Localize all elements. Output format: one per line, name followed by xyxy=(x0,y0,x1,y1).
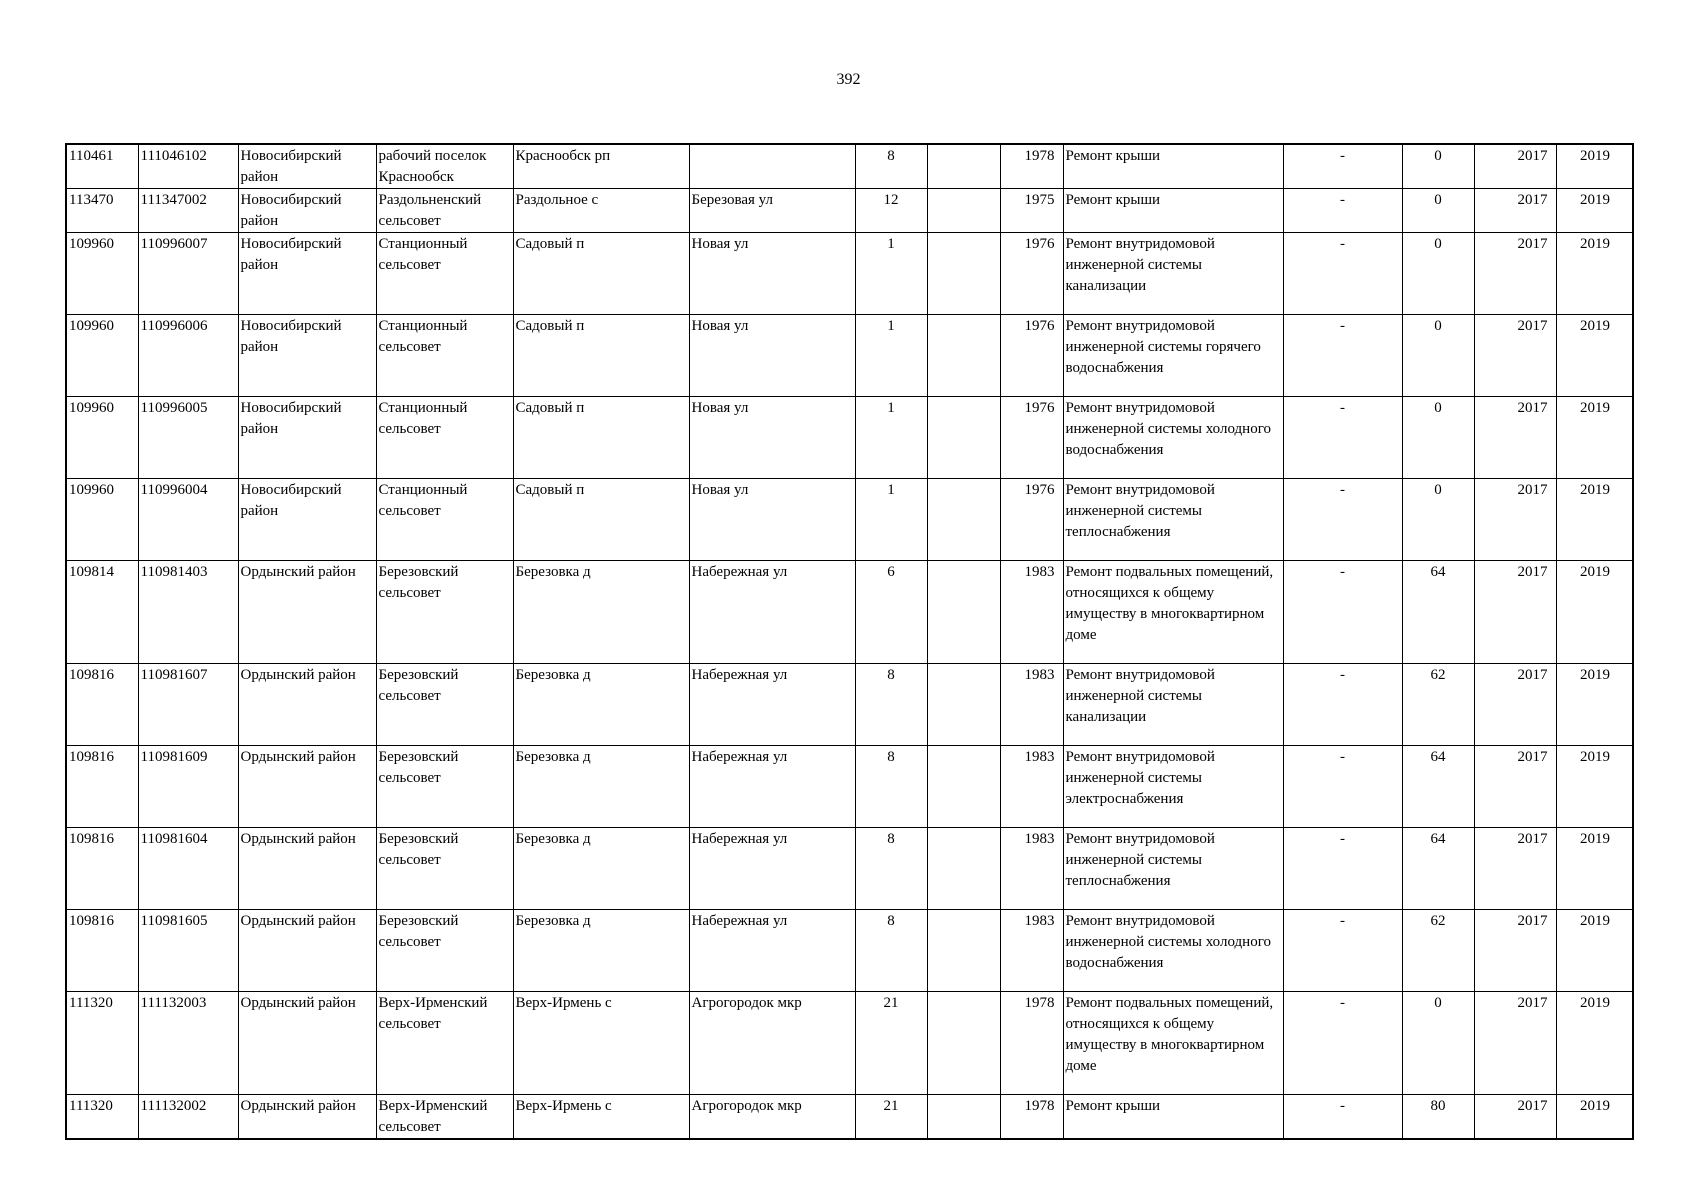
cell-id: 110461 xyxy=(66,144,138,189)
cell-id: 109960 xyxy=(66,233,138,315)
cell-year-start: 2017 xyxy=(1474,664,1556,746)
cell-locality: Березовка д xyxy=(513,910,689,992)
cell-street: Новая ул xyxy=(689,233,855,315)
cell-code: 111046102 xyxy=(138,144,238,189)
cell-locality: Березовка д xyxy=(513,828,689,910)
cell-year-start: 2017 xyxy=(1474,828,1556,910)
cell-district: Ордынский район xyxy=(238,1095,376,1140)
cell-building xyxy=(927,1095,1000,1140)
cell-code: 111132003 xyxy=(138,992,238,1095)
cell-code: 110996004 xyxy=(138,479,238,561)
cell-locality: Верх-Ирмень с xyxy=(513,992,689,1095)
cell-settlement-council: Раздольненский сельсовет xyxy=(376,189,513,233)
cell-building xyxy=(927,233,1000,315)
cell-code: 110981609 xyxy=(138,746,238,828)
cell-district: Ордынский район xyxy=(238,992,376,1095)
cell-district: Новосибирский район xyxy=(238,189,376,233)
cell-building xyxy=(927,315,1000,397)
cell-district: Ордынский район xyxy=(238,746,376,828)
cell-dash: - xyxy=(1283,746,1402,828)
cell-dash: - xyxy=(1283,397,1402,479)
cell-house: 1 xyxy=(855,315,927,397)
cell-dash: - xyxy=(1283,189,1402,233)
cell-work-type: Ремонт внутридомовой инженерной системы горячего водоснабжения xyxy=(1063,315,1283,397)
cell-year-built: 1983 xyxy=(1000,828,1063,910)
cell-work-type: Ремонт крыши xyxy=(1063,144,1283,189)
cell-house: 21 xyxy=(855,992,927,1095)
cell-count: 0 xyxy=(1402,479,1474,561)
cell-building xyxy=(927,561,1000,664)
cell-code: 111347002 xyxy=(138,189,238,233)
cell-settlement-council: рабочий поселок Краснообск xyxy=(376,144,513,189)
cell-id: 109814 xyxy=(66,561,138,664)
cell-work-type: Ремонт крыши xyxy=(1063,189,1283,233)
cell-building xyxy=(927,746,1000,828)
cell-year-end: 2019 xyxy=(1556,992,1633,1095)
cell-street: Агрогородок мкр xyxy=(689,1095,855,1140)
cell-house: 8 xyxy=(855,746,927,828)
cell-id: 109816 xyxy=(66,828,138,910)
cell-house: 21 xyxy=(855,1095,927,1140)
cell-house: 8 xyxy=(855,828,927,910)
cell-work-type: Ремонт внутридомовой инженерной системы канализации xyxy=(1063,233,1283,315)
table-row xyxy=(66,910,1633,992)
table-row xyxy=(66,315,1633,397)
cell-locality: Краснообск рп xyxy=(513,144,689,189)
cell-work-type: Ремонт внутридомовой инженерной системы холодного водоснабжения xyxy=(1063,910,1283,992)
cell-count: 64 xyxy=(1402,828,1474,910)
cell-street: Набережная ул xyxy=(689,910,855,992)
cell-year-start: 2017 xyxy=(1474,479,1556,561)
cell-dash: - xyxy=(1283,144,1402,189)
cell-district: Новосибирский район xyxy=(238,233,376,315)
table-row xyxy=(66,992,1633,1095)
cell-street: Набережная ул xyxy=(689,746,855,828)
table-row xyxy=(66,479,1633,561)
cell-id: 109960 xyxy=(66,479,138,561)
cell-id: 111320 xyxy=(66,1095,138,1140)
cell-count: 0 xyxy=(1402,992,1474,1095)
cell-year-start: 2017 xyxy=(1474,910,1556,992)
cell-house: 8 xyxy=(855,910,927,992)
cell-id: 109960 xyxy=(66,397,138,479)
cell-locality: Садовый п xyxy=(513,479,689,561)
cell-count: 64 xyxy=(1402,561,1474,664)
cell-house: 12 xyxy=(855,189,927,233)
cell-work-type: Ремонт крыши xyxy=(1063,1095,1283,1140)
cell-id: 111320 xyxy=(66,992,138,1095)
cell-year-end: 2019 xyxy=(1556,479,1633,561)
cell-locality: Раздольное с xyxy=(513,189,689,233)
cell-district: Новосибирский район xyxy=(238,144,376,189)
cell-id: 109816 xyxy=(66,746,138,828)
cell-year-end: 2019 xyxy=(1556,746,1633,828)
cell-code: 110981607 xyxy=(138,664,238,746)
cell-dash: - xyxy=(1283,315,1402,397)
page-number: 392 xyxy=(836,71,861,88)
cell-year-start: 2017 xyxy=(1474,1095,1556,1140)
cell-code: 110981605 xyxy=(138,910,238,992)
cell-house: 1 xyxy=(855,397,927,479)
cell-settlement-council: Станционный сельсовет xyxy=(376,315,513,397)
cell-settlement-council: Березовский сельсовет xyxy=(376,664,513,746)
table-row xyxy=(66,664,1633,746)
cell-year-end: 2019 xyxy=(1556,1095,1633,1140)
cell-dash: - xyxy=(1283,479,1402,561)
cell-year-end: 2019 xyxy=(1556,233,1633,315)
cell-year-built: 1978 xyxy=(1000,1095,1063,1140)
cell-code: 110996005 xyxy=(138,397,238,479)
cell-year-start: 2017 xyxy=(1474,746,1556,828)
table-row xyxy=(66,397,1633,479)
cell-year-start: 2017 xyxy=(1474,189,1556,233)
cell-house: 8 xyxy=(855,144,927,189)
cell-street: Березовая ул xyxy=(689,189,855,233)
cell-year-start: 2017 xyxy=(1474,561,1556,664)
cell-settlement-council: Верх-Ирменский сельсовет xyxy=(376,992,513,1095)
cell-count: 0 xyxy=(1402,144,1474,189)
cell-district: Новосибирский район xyxy=(238,479,376,561)
cell-count: 0 xyxy=(1402,233,1474,315)
cell-district: Ордынский район xyxy=(238,664,376,746)
cell-code: 110996006 xyxy=(138,315,238,397)
cell-street: Набережная ул xyxy=(689,828,855,910)
cell-id: 113470 xyxy=(66,189,138,233)
cell-count: 62 xyxy=(1402,910,1474,992)
cell-work-type: Ремонт внутридомовой инженерной системы теплоснабжения xyxy=(1063,479,1283,561)
cell-building xyxy=(927,992,1000,1095)
cell-id: 109816 xyxy=(66,910,138,992)
cell-work-type: Ремонт внутридомовой инженерной системы электроснабжения xyxy=(1063,746,1283,828)
cell-settlement-council: Станционный сельсовет xyxy=(376,479,513,561)
cell-street: Агрогородок мкр xyxy=(689,992,855,1095)
cell-year-built: 1978 xyxy=(1000,992,1063,1095)
cell-dash: - xyxy=(1283,233,1402,315)
cell-work-type: Ремонт внутридомовой инженерной системы теплоснабжения xyxy=(1063,828,1283,910)
cell-building xyxy=(927,910,1000,992)
table-row xyxy=(66,233,1633,315)
records-table xyxy=(65,143,1634,1140)
cell-locality: Березовка д xyxy=(513,746,689,828)
cell-year-end: 2019 xyxy=(1556,397,1633,479)
cell-district: Новосибирский район xyxy=(238,397,376,479)
cell-street: Набережная ул xyxy=(689,561,855,664)
cell-year-end: 2019 xyxy=(1556,664,1633,746)
cell-count: 80 xyxy=(1402,1095,1474,1140)
cell-district: Новосибирский район xyxy=(238,315,376,397)
cell-year-built: 1983 xyxy=(1000,910,1063,992)
cell-year-built: 1976 xyxy=(1000,233,1063,315)
table-row xyxy=(66,561,1633,664)
cell-dash: - xyxy=(1283,561,1402,664)
cell-dash: - xyxy=(1283,664,1402,746)
cell-year-built: 1983 xyxy=(1000,664,1063,746)
cell-year-end: 2019 xyxy=(1556,315,1633,397)
cell-year-built: 1978 xyxy=(1000,144,1063,189)
cell-street xyxy=(689,144,855,189)
cell-year-end: 2019 xyxy=(1556,189,1633,233)
cell-building xyxy=(927,479,1000,561)
cell-id: 109816 xyxy=(66,664,138,746)
cell-year-end: 2019 xyxy=(1556,144,1633,189)
table-row xyxy=(66,828,1633,910)
cell-year-built: 1983 xyxy=(1000,746,1063,828)
cell-count: 0 xyxy=(1402,397,1474,479)
cell-house: 6 xyxy=(855,561,927,664)
cell-settlement-council: Березовский сельсовет xyxy=(376,746,513,828)
cell-street: Новая ул xyxy=(689,315,855,397)
cell-dash: - xyxy=(1283,1095,1402,1140)
cell-work-type: Ремонт подвальных помещений, относящихся к общему имуществу в многоквартирном доме xyxy=(1063,992,1283,1095)
cell-count: 62 xyxy=(1402,664,1474,746)
cell-work-type: Ремонт внутридомовой инженерной системы канализации xyxy=(1063,664,1283,746)
cell-street: Набережная ул xyxy=(689,664,855,746)
cell-year-start: 2017 xyxy=(1474,315,1556,397)
cell-building xyxy=(927,144,1000,189)
table-row xyxy=(66,1095,1633,1140)
cell-year-built: 1976 xyxy=(1000,315,1063,397)
cell-district: Ордынский район xyxy=(238,561,376,664)
cell-year-start: 2017 xyxy=(1474,144,1556,189)
table-body xyxy=(66,144,1633,1139)
cell-year-start: 2017 xyxy=(1474,992,1556,1095)
cell-year-built: 1983 xyxy=(1000,561,1063,664)
table-row xyxy=(66,144,1633,189)
cell-year-end: 2019 xyxy=(1556,910,1633,992)
cell-code: 110981604 xyxy=(138,828,238,910)
cell-house: 1 xyxy=(855,233,927,315)
cell-year-end: 2019 xyxy=(1556,828,1633,910)
cell-settlement-council: Березовский сельсовет xyxy=(376,828,513,910)
cell-locality: Садовый п xyxy=(513,315,689,397)
cell-work-type: Ремонт внутридомовой инженерной системы холодного водоснабжения xyxy=(1063,397,1283,479)
cell-locality: Верх-Ирмень с xyxy=(513,1095,689,1140)
cell-year-built: 1975 xyxy=(1000,189,1063,233)
cell-year-start: 2017 xyxy=(1474,233,1556,315)
table-row xyxy=(66,189,1633,233)
cell-id: 109960 xyxy=(66,315,138,397)
cell-year-built: 1976 xyxy=(1000,397,1063,479)
cell-house: 1 xyxy=(855,479,927,561)
cell-building xyxy=(927,664,1000,746)
cell-code: 110996007 xyxy=(138,233,238,315)
cell-district: Ордынский район xyxy=(238,910,376,992)
cell-settlement-council: Березовский сельсовет xyxy=(376,561,513,664)
cell-code: 110981403 xyxy=(138,561,238,664)
cell-building xyxy=(927,397,1000,479)
cell-building xyxy=(927,189,1000,233)
cell-work-type: Ремонт подвальных помещений, относящихся к общему имуществу в многоквартирном доме xyxy=(1063,561,1283,664)
cell-locality: Березовка д xyxy=(513,664,689,746)
cell-year-built: 1976 xyxy=(1000,479,1063,561)
cell-year-start: 2017 xyxy=(1474,397,1556,479)
cell-settlement-council: Березовский сельсовет xyxy=(376,910,513,992)
cell-locality: Садовый п xyxy=(513,233,689,315)
cell-dash: - xyxy=(1283,992,1402,1095)
cell-count: 64 xyxy=(1402,746,1474,828)
cell-settlement-council: Верх-Ирменский сельсовет xyxy=(376,1095,513,1140)
cell-settlement-council: Станционный сельсовет xyxy=(376,397,513,479)
cell-district: Ордынский район xyxy=(238,828,376,910)
cell-house: 8 xyxy=(855,664,927,746)
cell-count: 0 xyxy=(1402,315,1474,397)
cell-building xyxy=(927,828,1000,910)
table-row xyxy=(66,746,1633,828)
cell-count: 0 xyxy=(1402,189,1474,233)
cell-locality: Садовый п xyxy=(513,397,689,479)
cell-code: 111132002 xyxy=(138,1095,238,1140)
cell-street: Новая ул xyxy=(689,397,855,479)
cell-street: Новая ул xyxy=(689,479,855,561)
cell-dash: - xyxy=(1283,828,1402,910)
cell-year-end: 2019 xyxy=(1556,561,1633,664)
cell-dash: - xyxy=(1283,910,1402,992)
cell-locality: Березовка д xyxy=(513,561,689,664)
cell-settlement-council: Станционный сельсовет xyxy=(376,233,513,315)
